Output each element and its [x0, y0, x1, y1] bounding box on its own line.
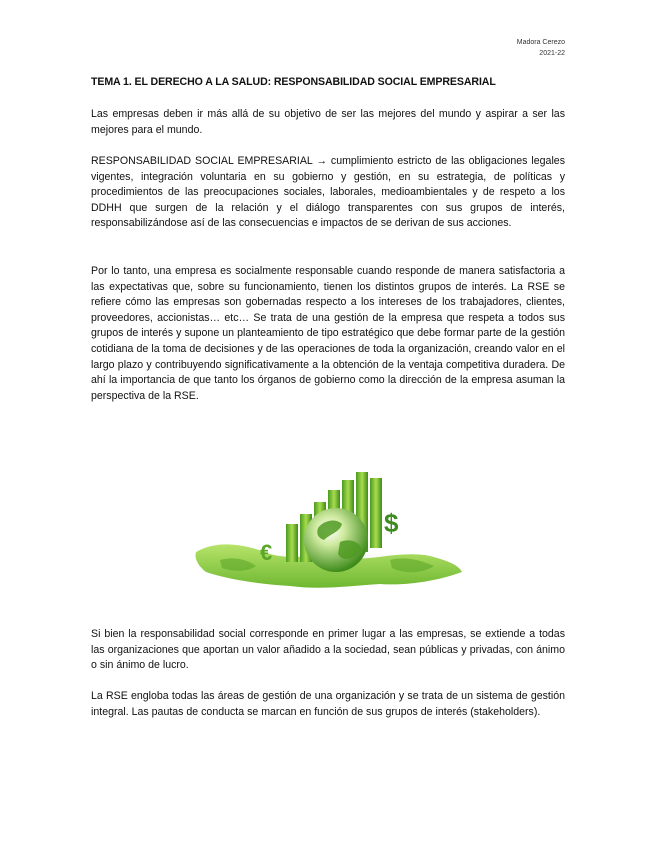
paragraph-definition: RESPONSABILIDAD SOCIAL EMPRESARIAL → cumplimiento estricto de las obligaciones legales vigentes, integración voluntaria en su gobierno y gestión, en su estrategia, de políticas y procedimientos de las preocupaciones sociales, laborales, medioambientales y de respeto a los DDHH que surgen de la relación y el diálogo transparentes con sus grupos de interés, responsabilizándose así de las consecuencias e impactos de se derivan de sus acciones.	[91, 155, 565, 230]
svg-text:€: €	[260, 540, 273, 565]
page-header	[517, 37, 565, 59]
green-globe-chart-icon	[190, 468, 464, 592]
paragraph-stakeholders: La RSE engloba todas las áreas de gestión de una organización y se trata de un sistema de gestión integral. Las pautas de conducta se marcan en función de sus grupos de interés (stakeholders).	[91, 690, 565, 718]
academic-year: 2021-22	[539, 50, 565, 57]
globe-growth-illustration	[190, 468, 464, 592]
author-name: Madora Cerezo	[516, 39, 565, 46]
document-title: TEMA 1. EL DERECHO A LA SALUD: RESPONSABILIDAD SOCIAL EMPRESARIAL	[91, 76, 496, 88]
paragraph-intro: Las empresas deben ir más allá de su objetivo de ser las mejores del mundo y aspirar a ser las mejores para el mundo.	[91, 108, 565, 136]
svg-text:$: $	[384, 508, 399, 538]
paragraph-organizations: Si bien la responsabilidad social corresponde en primer lugar a las empresas, se extiende a todas las organizaciones que aportan un valor añadido a la sociedad, sean públicas y privadas, con ánimo o sin ánimo de lucro.	[91, 628, 565, 672]
paragraph-responsible-company: Por lo tanto, una empresa es socialmente responsable cuando responde de manera satisfactoria a las expectativas que, sobre su funcionamiento, tienen los distintos grupos de interés. La RSE se refiere cómo las empresas son gobernadas respecto a los intereses de los trabajadores, clientes, proveedores, accionistas… etc… Se trata de una gestión de la empresa que respeta a todos sus grupos de interés y supone un planteamiento de tipo estratégico que debe formar parte de la gestión cotidiana de la toma de decisiones y de las operaciones de toda la organización, creando valor en el largo plazo y contribuyendo significativamente a la obtención de la ventaja competitiva duradera. De ahí la importancia de que tanto los órganos de gobierno como la dirección de la empresa asuman la perspectiva de la RSE.	[91, 265, 565, 402]
